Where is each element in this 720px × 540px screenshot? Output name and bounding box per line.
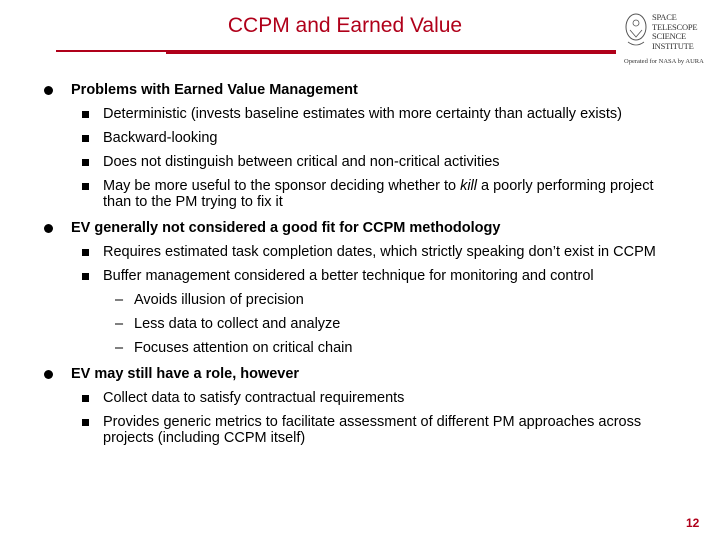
sub-list-item: [44, 340, 684, 356]
logo-line: SPACE: [652, 12, 677, 22]
section-heading-text: Problems with Earned Value Management: [71, 82, 358, 98]
round-bullet-icon: [44, 224, 53, 233]
list-item: [44, 106, 684, 122]
emphasis-text: kill: [460, 178, 477, 194]
logo-subtitle: Operated for NASA by AURA: [624, 58, 704, 65]
title-underline: [166, 50, 616, 54]
text-segment: May be more useful to the sponsor deciding whether to: [103, 178, 461, 194]
list-item: [44, 244, 684, 260]
list-item-text: Buffer management considered a better technique for monitoring and control: [103, 268, 594, 284]
slide-title: CCPM and Earned Value: [227, 14, 463, 37]
square-bullet-icon: [82, 395, 89, 402]
list-item: [44, 390, 684, 406]
list-item: [44, 130, 684, 146]
section-heading: [44, 220, 684, 236]
section-heading: [44, 82, 684, 98]
list-item-text: Deterministic (invests baseline estimates with more certainty than actually exists): [103, 106, 622, 122]
square-bullet-icon: [82, 273, 89, 280]
sub-list-item: [44, 292, 684, 308]
list-item-text: [103, 178, 653, 210]
logo-line: TELESCOPE: [652, 21, 698, 32]
logo-wordmark: [652, 13, 714, 51]
section-heading-text: EV may still have a role, however: [71, 366, 300, 382]
list-item-text: Does not distinguish between critical and non-critical activities: [103, 154, 500, 170]
sub-list-item-text: Avoids illusion of precision: [134, 292, 304, 308]
list-item-text: Backward-looking: [103, 130, 218, 146]
page-number: 12: [686, 516, 700, 530]
list-item: [44, 178, 684, 210]
title-underline-left: [56, 50, 166, 52]
square-bullet-icon: [82, 249, 89, 256]
square-bullet-icon: [82, 419, 89, 426]
sub-list-item-text: Less data to collect and analyze: [134, 316, 341, 332]
stsci-logo: [622, 10, 714, 70]
seal-icon: [624, 12, 648, 50]
round-bullet-icon: [44, 370, 53, 379]
logo-line: INSTITUTE: [652, 40, 694, 51]
slide-body: [44, 82, 684, 446]
dash-bullet-icon: –: [115, 316, 124, 332]
list-item: [44, 414, 684, 446]
round-bullet-icon: [44, 86, 53, 95]
list-item: [44, 154, 684, 170]
logo-line: SCIENCE: [652, 31, 687, 41]
square-bullet-icon: [82, 111, 89, 118]
list-item-text: Collect data to satisfy contractual requirements: [103, 390, 405, 406]
square-bullet-icon: [82, 159, 89, 166]
square-bullet-icon: [82, 183, 89, 190]
sub-list-item: [44, 316, 684, 332]
sub-list-item-text: Focuses attention on critical chain: [134, 340, 353, 356]
square-bullet-icon: [82, 135, 89, 142]
list-item-text: Requires estimated task completion dates, which strictly speaking don’t exist in CCPM: [103, 244, 656, 260]
list-item: [44, 268, 684, 284]
text-segment: a poorly performing project than to the PM trying to fix it: [103, 178, 654, 210]
section-heading-text: EV generally not considered a good fit for CCPM methodology: [71, 220, 501, 236]
dash-bullet-icon: –: [115, 292, 124, 308]
section-heading: [44, 366, 684, 382]
list-item-text: Provides generic metrics to facilitate assessment of different PM approaches across projects (including CCPM itself): [103, 414, 642, 446]
dash-bullet-icon: –: [115, 340, 124, 356]
